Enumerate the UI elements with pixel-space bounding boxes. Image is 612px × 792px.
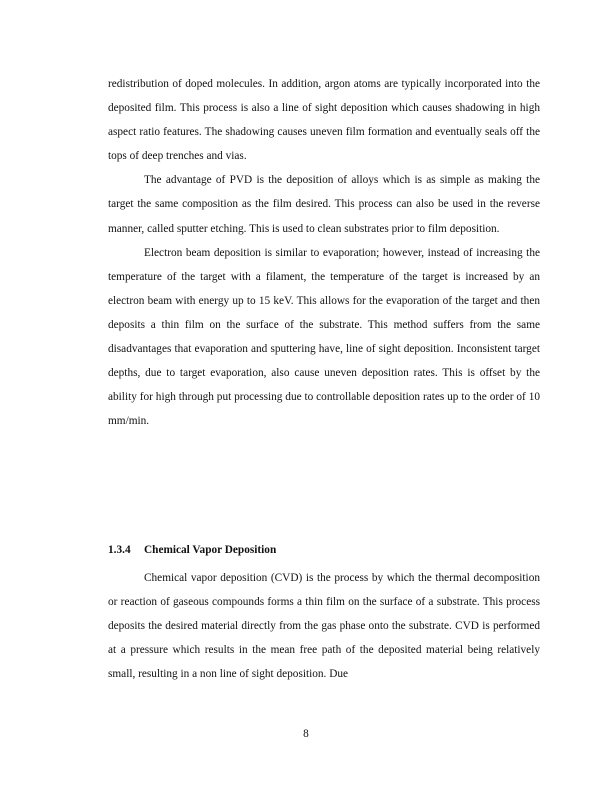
section-title: Chemical Vapor Deposition bbox=[144, 544, 277, 556]
section-heading bbox=[108, 538, 540, 562]
section-number: 1.3.4 bbox=[108, 544, 131, 556]
paragraph-electron-beam: Electron beam deposition is similar to evaporation; however, instead of increasing the temperature of the target with a filament, the temperature of the target is increased by an electron beam with energy up to 15 keV. This allows for the evaporation of the target and then deposits a thin film on the surface of the substrate. This method suffers from the same disadvantages that evaporation and sputtering have, line of sight deposition. Inconsistent target depths, due to target evaporation, also cause uneven deposition rates. This is offset by the ability for high through put processing due to controllable deposition rates up to the order of 10 mm/min. bbox=[108, 246, 540, 428]
paragraph-redistribution: redistribution of doped molecules. In addition, argon atoms are typically incorporated into the deposited film. This process is also a line of sight deposition which causes shadowing in high aspect ratio features. The shadowing causes uneven film formation and eventually seals off the tops of deep trenches and vias. bbox=[108, 78, 540, 163]
body-text-top bbox=[108, 72, 540, 433]
paragraph-cvd: Chemical vapor deposition (CVD) is the process by which the thermal decomposition or reaction of gaseous compounds forms a thin film on the surface of a substrate. This process deposits the desired material directly from the gas phase onto the substrate. CVD is performed at a pressure which results in the mean free path of the deposited material being relatively small, resulting in a non line of sight deposition. Due bbox=[108, 572, 540, 681]
paragraph-pvd-advantage: The advantage of PVD is the deposition of alloys which is as simple as making the target the same composition as the film desired. This process can also be used in the reverse manner, called sputter etching. This is used to clean substrates prior to film deposition. bbox=[108, 174, 540, 235]
page-number: 8 bbox=[303, 728, 309, 740]
body-text-bottom bbox=[108, 566, 540, 686]
